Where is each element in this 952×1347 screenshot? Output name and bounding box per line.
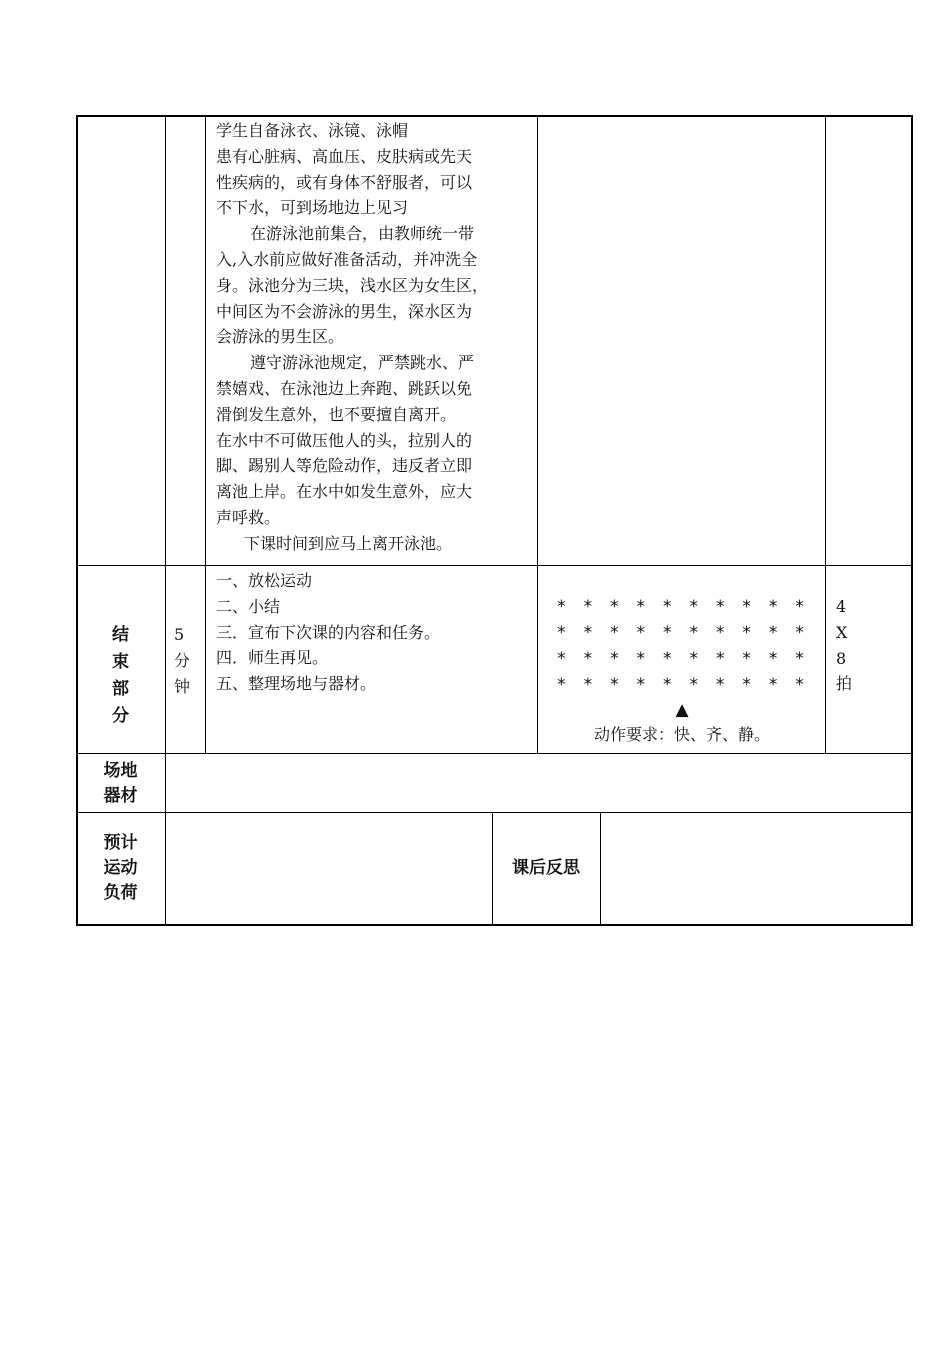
row-divider-main-end — [76, 565, 913, 566]
content-line: 三．宣布下次课的内容和任务。 — [216, 622, 441, 642]
col-divider-1 — [165, 115, 166, 813]
label-char: 部 — [112, 679, 129, 699]
teacher-marker-icon: ▲ — [675, 700, 689, 720]
content-line: 五、整理场地与器材。 — [216, 674, 377, 694]
content-line: 脚、踢别人等危险动作，违反者立即 — [216, 456, 473, 476]
end-content — [216, 568, 534, 697]
label-char: 分 — [112, 706, 129, 726]
content-line: 学生自备泳衣、泳镜、泳帽 — [216, 121, 409, 140]
content-line: 患有心脏病、高血压、皮肤病或先天 — [216, 146, 473, 166]
content-line: 身。泳池分为三块，浅水区为女生区， — [216, 275, 489, 295]
time-char: 分 — [174, 650, 191, 670]
venue-label-line: 场地 — [103, 761, 138, 781]
content-line: 滑倒发生意外，也不要擅自离开。 — [216, 404, 457, 424]
content-line: 一、放松运动 — [216, 571, 313, 590]
col-divider-3 — [537, 115, 538, 753]
content-line: 二、小结 — [216, 596, 281, 616]
content-line: 性疾病的，或有身体不舒服者，可以 — [216, 172, 473, 192]
reflection-label: 课后反思 — [512, 858, 580, 878]
load-label-line: 运动 — [103, 858, 138, 878]
time-char: 钟 — [174, 676, 191, 696]
col-divider-load-1 — [165, 812, 166, 925]
requirement-text: 动作要求：快、齐、静。 — [593, 725, 770, 744]
label-char: 结 — [112, 625, 129, 645]
content-line: 在游泳池前集合，由教师统一带 — [250, 224, 475, 244]
venue-label — [76, 759, 165, 809]
content-line: 声呼救。 — [216, 507, 281, 527]
col-divider-load-3 — [600, 812, 601, 925]
time-char: 5 — [174, 625, 185, 644]
content-line: 会游泳的男生区。 — [216, 327, 345, 347]
content-line: 下课时间到应马上离开泳池。 — [244, 533, 453, 553]
load-label-line: 预计 — [103, 833, 138, 853]
content-line: 在水中不可做压他人的头，拉别人的 — [216, 430, 473, 450]
formation-row: * * * * * * * * * * — [556, 623, 808, 643]
count-char: 拍 — [836, 674, 853, 694]
formation-row: * * * * * * * * * * — [556, 675, 808, 695]
content-line: 禁嬉戏、在泳池边上奔跑、跳跃以免 — [216, 378, 473, 398]
load-label-line: 负荷 — [103, 883, 138, 903]
formation-row: * * * * * * * * * * — [556, 649, 808, 669]
count-char: 8 — [836, 648, 847, 668]
row-divider-venue-load — [76, 812, 913, 813]
count-column — [836, 594, 876, 697]
count-char: X — [836, 622, 848, 642]
count-char: 4 — [836, 597, 847, 616]
content-line: 四．师生再见。 — [216, 648, 329, 668]
row-divider-end-venue — [76, 753, 913, 754]
formation-diagram — [540, 594, 824, 748]
section-time-end — [174, 622, 202, 699]
venue-label-line: 器材 — [103, 786, 138, 806]
label-char: 束 — [112, 652, 129, 672]
main-content — [216, 118, 534, 557]
content-line: 入,入水前应做好准备活动，并冲洗全 — [216, 249, 478, 269]
section-label-end — [76, 622, 165, 730]
col-divider-2 — [205, 115, 206, 753]
formation-row: * * * * * * * * * * — [556, 597, 808, 617]
content-line: 中间区为不会游泳的男生，深水区为 — [216, 301, 473, 321]
content-line: 离池上岸。在水中如发生意外，应大 — [216, 482, 473, 502]
col-divider-4 — [825, 115, 826, 753]
content-line: 不下水，可到场地边上见习 — [216, 198, 409, 218]
load-label — [76, 831, 165, 906]
content-line: 遵守游泳池规定，严禁跳水、严 — [250, 353, 475, 373]
